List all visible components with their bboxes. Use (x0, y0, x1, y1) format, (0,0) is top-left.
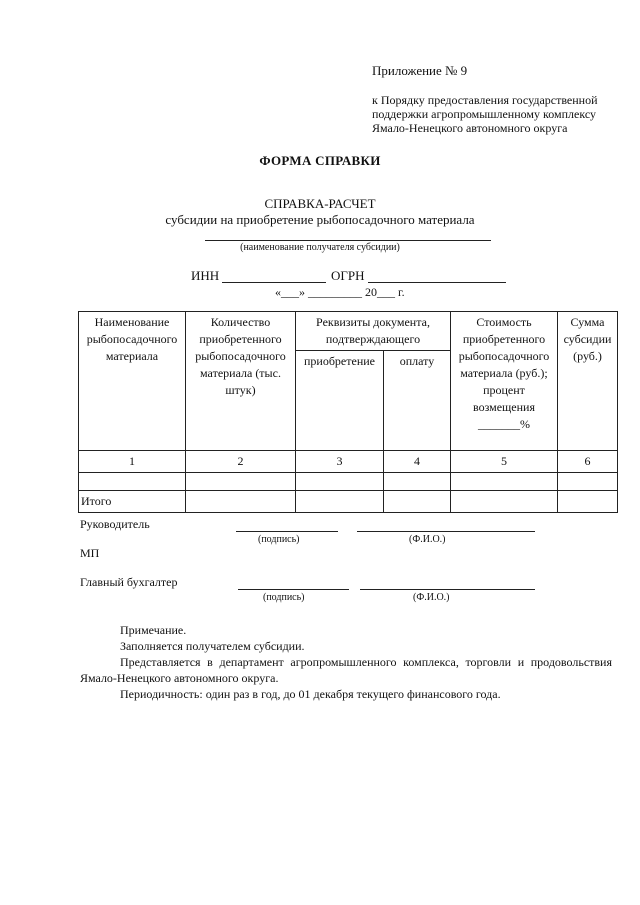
header-quantity: Количество приобретенного рыбопосадочного материала (тыс. штук) (186, 312, 296, 451)
table-cell[interactable] (384, 491, 451, 513)
table-cell[interactable] (451, 491, 558, 513)
stamp-label: МП (80, 546, 100, 560)
accountant-label: Главный бухгалтер (80, 575, 178, 589)
column-number: 6 (558, 451, 618, 473)
note-title: Примечание. (120, 623, 187, 637)
header-payment-document: оплату (384, 351, 451, 451)
total-label: Итого (79, 491, 186, 513)
column-number: 2 (186, 451, 296, 473)
total-row (79, 491, 618, 513)
table-cell[interactable] (296, 473, 384, 491)
appendix-number: Приложение № 9 (372, 63, 468, 78)
document-subheading: субсидии на приобретение рыбопосадочного материала (165, 212, 475, 227)
accountant-name-line[interactable] (360, 589, 535, 590)
column-number: 5 (451, 451, 558, 473)
ogrn-field[interactable] (368, 282, 506, 283)
order-line: Ямало-Ненецкого автономного округа (372, 121, 568, 135)
ogrn-label: ОГРН (331, 268, 365, 283)
header-cost: Стоимость приобретенного рыбопосадочного материала (руб.); процент возмещения _______% (451, 312, 558, 451)
table-cell[interactable] (186, 491, 296, 513)
subsidy-table (78, 311, 618, 513)
column-number: 1 (79, 451, 186, 473)
column-number: 4 (384, 451, 451, 473)
document-heading: СПРАВКА-РАСЧЕТ (264, 196, 376, 211)
head-name-hint: (Ф.И.О.) (409, 534, 446, 545)
table-cell[interactable] (186, 473, 296, 491)
head-name-line[interactable] (357, 531, 535, 532)
table-cell[interactable] (384, 473, 451, 491)
order-line: поддержки агропромышленному комплексу (372, 107, 597, 121)
table-cell[interactable] (558, 491, 618, 513)
note-line: Заполняется получателем субсидии. (120, 639, 305, 653)
table-cell[interactable] (451, 473, 558, 491)
order-line: к Порядку предоставления государственной (372, 93, 598, 107)
recipient-hint: (наименование получателя субсидии) (240, 242, 400, 253)
notes-section (80, 622, 612, 702)
table-cell[interactable] (296, 491, 384, 513)
date-field[interactable]: «___» _________ 20___ г. (275, 285, 405, 299)
accountant-signature-hint: (подпись) (263, 592, 305, 603)
order-reference (372, 93, 598, 135)
header-purchase-document: приобретение (296, 351, 384, 451)
inn-label: ИНН (191, 268, 220, 283)
table-cell[interactable] (558, 473, 618, 491)
note-line: Представляется в департамент агропромышленного комплекса, торговли и продовольствия Ямало-Ненецкого автономного округа. (80, 655, 612, 685)
table-row (79, 473, 618, 491)
accountant-signature-line[interactable] (238, 589, 349, 590)
header-material-name: Наименование рыбопосадочного материала (79, 312, 186, 451)
recipient-name-line[interactable] (205, 240, 491, 241)
accountant-name-hint: (Ф.И.О.) (413, 592, 450, 603)
inn-field[interactable] (222, 282, 326, 283)
header-document-details: Реквизиты документа, подтверждающего (296, 312, 451, 351)
form-title: ФОРМА СПРАВКИ (259, 153, 381, 168)
table-cell[interactable] (79, 473, 186, 491)
note-line: Периодичность: один раз в год, до 01 декабря текущего финансового года. (120, 687, 501, 701)
head-label: Руководитель (80, 517, 150, 531)
column-number: 3 (296, 451, 384, 473)
head-signature-line[interactable] (236, 531, 338, 532)
inn-ogrn-row (191, 268, 219, 284)
head-signature-hint: (подпись) (258, 534, 300, 545)
header-subsidy-amount: Сумма субсидии (руб.) (558, 312, 618, 451)
